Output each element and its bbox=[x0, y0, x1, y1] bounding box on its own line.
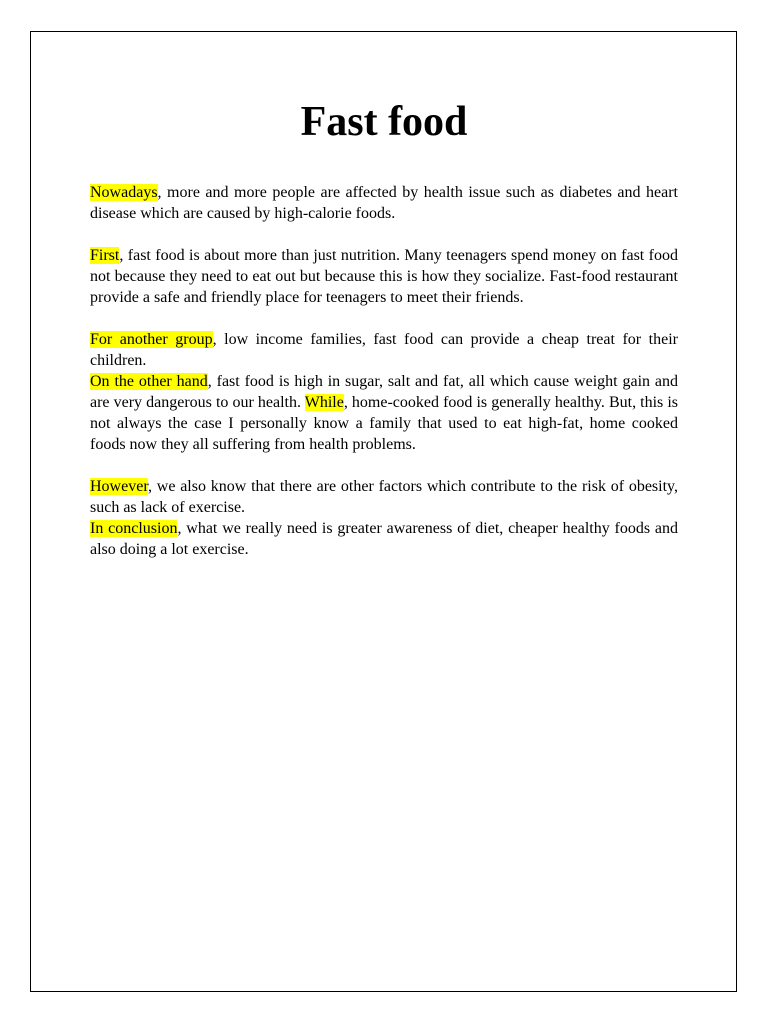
paragraph-conclusion bbox=[90, 518, 678, 560]
highlight-on-the-other-hand: On the other hand bbox=[90, 373, 208, 390]
paragraph-first bbox=[90, 245, 678, 308]
highlight-however: However bbox=[90, 478, 148, 495]
document-body bbox=[90, 182, 678, 560]
paragraph-another-group bbox=[90, 329, 678, 371]
paragraph-text: , we also know that there are other factors which contribute to the risk of obesity, such as lack of exercise. bbox=[90, 478, 678, 516]
paragraph-text: , low income families, fast food can provide a cheap treat for their children. bbox=[90, 331, 678, 369]
paragraph-intro bbox=[90, 182, 678, 224]
highlight-first: First bbox=[90, 247, 120, 264]
document-title: Fast food bbox=[300, 99, 468, 145]
highlight-in-conclusion: In conclusion bbox=[90, 520, 178, 537]
paragraph-text: , fast food is high in sugar, salt and fat, all which cause weight gain and are very dangerous to our health. bbox=[90, 373, 678, 411]
paragraph-text: , what we really need is greater awareness of diet, cheaper healthy foods and also doing a lot exercise. bbox=[90, 520, 678, 558]
paragraph-text: , more and more people are affected by health issue such as diabetes and heart disease which are caused by high-calorie foods. bbox=[90, 184, 678, 222]
highlight-while: While bbox=[304, 394, 344, 411]
highlight-nowadays: Nowadays bbox=[90, 184, 158, 201]
paragraph-text: , home-cooked food is generally healthy. But, this is not always the case I personally know a family that used to eat high-fat, home cooked foods now they all suffering from health problems. bbox=[90, 394, 679, 453]
paragraph-however bbox=[90, 476, 678, 518]
highlight-for-another-group: For another group bbox=[90, 331, 213, 348]
paragraph-text: , fast food is about more than just nutrition. Many teenagers spend money on fast food not because they need to eat out but because this is how they socialize. Fast-food restaurant provide a safe and friendly place for teenagers to meet their friends. bbox=[90, 247, 678, 306]
paragraph-other-hand bbox=[90, 371, 678, 455]
